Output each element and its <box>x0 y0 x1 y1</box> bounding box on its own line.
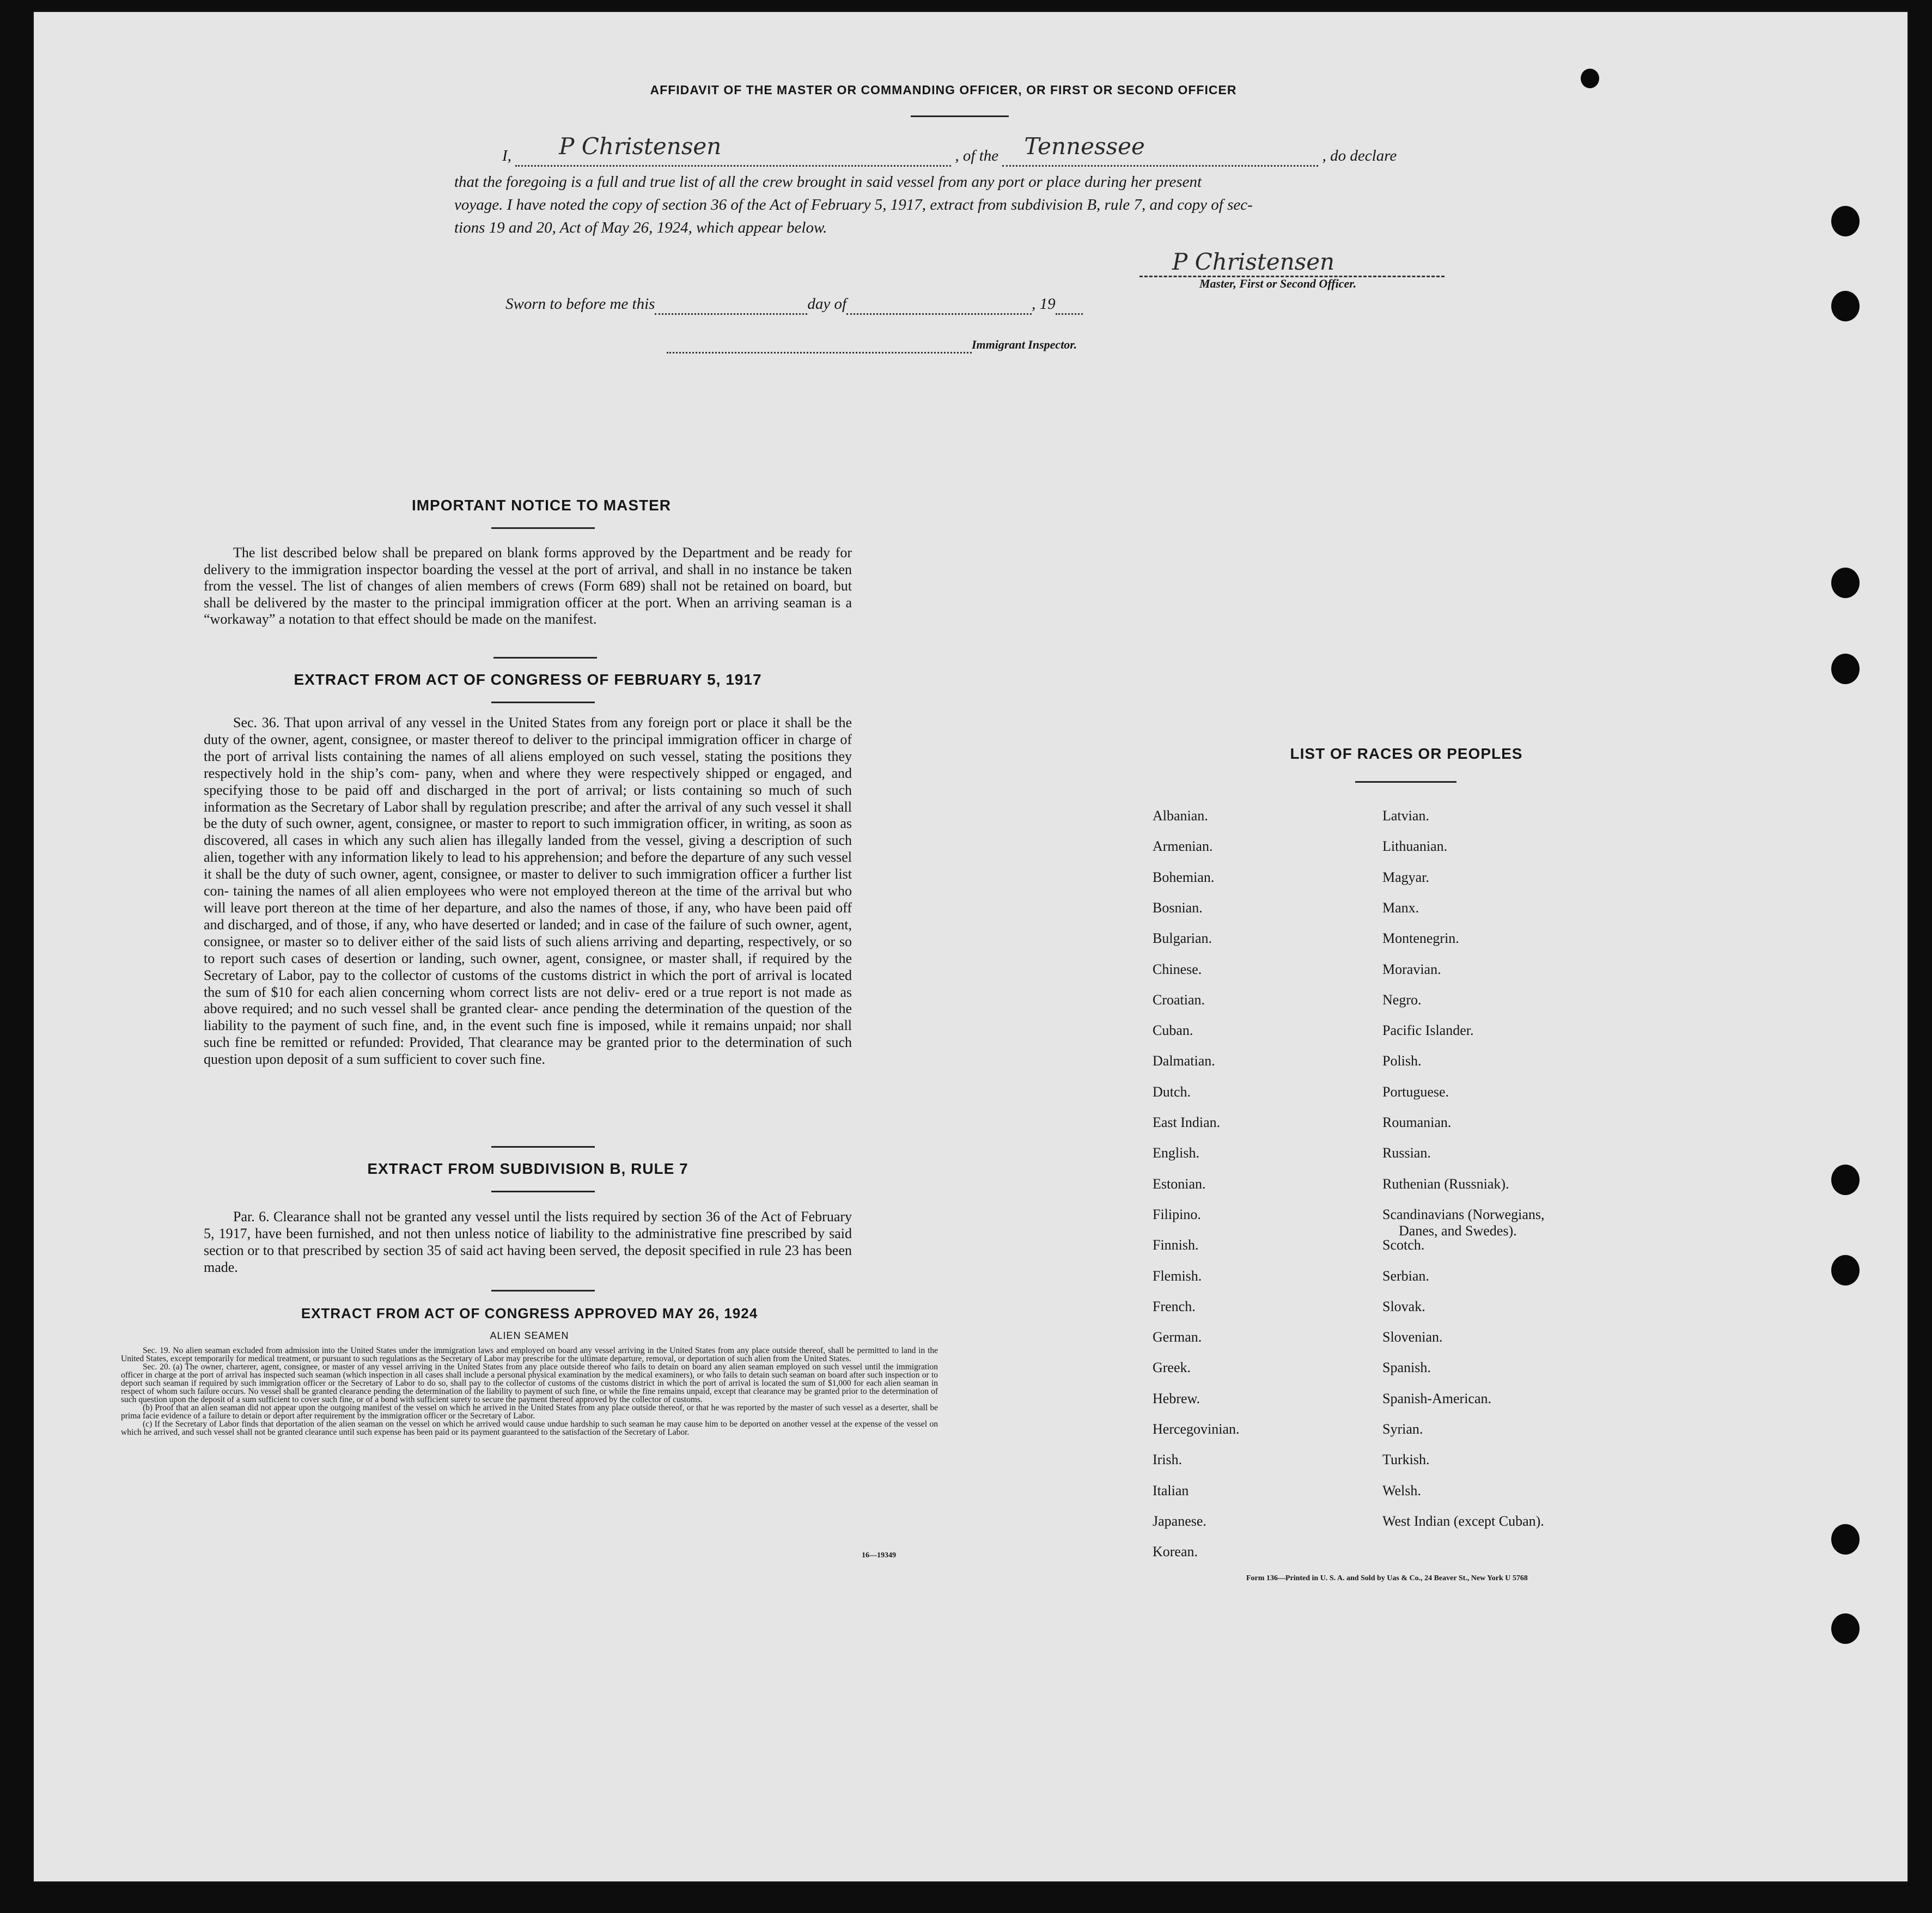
notice-line: notation to that effect should be made on the manifest. <box>288 611 597 627</box>
rule7-line: Par. 6. Clearance shall not be granted any vessel until the lists required by section 36 <box>233 1209 720 1224</box>
act1917-line: cases of desertion or landing, such owner, agent, consignee, or master shall, if required by the <box>291 950 852 966</box>
inspector-signature-field <box>667 338 972 354</box>
notice-line: and be ready for delivery to the immigration inspector boarding the vessel at the port of <box>204 545 852 577</box>
notice-text <box>204 545 852 628</box>
race-item: Estonian. <box>1153 1175 1206 1192</box>
act1917-line: it shall be the duty of such owner, agent, consignee, or master to report to such immigration <box>204 799 852 832</box>
act1917-line: ance pending the determination of the question of the liability to the payment of such fine, <box>204 1001 852 1034</box>
race-item: Turkish. <box>1382 1452 1430 1468</box>
act1924-line: to such seaman he may cause him to be deported on another vessel at the expense of the vessel on which he arrived, and such vessel shall not <box>121 1419 938 1437</box>
race-item: Bosnian. <box>1153 899 1203 916</box>
race-item: Manx. <box>1382 899 1419 916</box>
inspector-line <box>667 338 1077 354</box>
act1917-line: or landed; and in case of the failure of such owner, agent, consignee, or master so to deliver <box>204 916 852 949</box>
race-item: Roumanian. <box>1382 1114 1452 1130</box>
act1917-line: or refunded: Provided, That clearance may be granted prior to the determination of such <box>332 1034 852 1051</box>
notice-body <box>204 545 852 628</box>
sworn-month-field <box>846 295 1032 315</box>
act1917-line: ered or a true report is not made as above required; and no such vessel shall be granted clear- <box>204 984 852 1017</box>
form-code: 16—19349 <box>862 1551 896 1559</box>
race-item: Dutch. <box>1153 1083 1191 1100</box>
vessel-name-field <box>1002 133 1318 167</box>
races-title: LIST OF RACES OR PEOPLES <box>1290 745 1523 762</box>
race-item: Russian. <box>1382 1145 1431 1161</box>
document-sheet <box>34 12 1907 1881</box>
race-item: Polish. <box>1382 1053 1422 1069</box>
race-item: Scandinavians (Norwegians, <box>1382 1206 1545 1222</box>
divider <box>493 657 597 659</box>
race-item: Bulgarian. <box>1153 930 1212 947</box>
act1924-line: Sec. 19. No alien seaman excluded from admission into the United States under the immigration laws and employed on board any <box>143 1346 593 1355</box>
act1917-line: as the Secretary of Labor shall by regulation prescribe; and after the arrival of any such vessel <box>274 799 810 815</box>
race-item: Spanish-American. <box>1382 1390 1492 1406</box>
act1917-line: place it shall be the duty of the owner, agent, consignee, or master thereof to deliver to the <box>204 715 852 747</box>
race-item: Croatian. <box>1153 991 1205 1008</box>
notice-line: the principal immigration officer at the port. When an arriving seaman is a “workaway” a <box>204 594 852 627</box>
act1924-line: (c) If the Secretary of Labor finds that deportation of the alien seaman on the vessel on which he arrived would cause undue hardship <box>143 1419 600 1429</box>
act1924-line: treatment, or pursuant to such regulations as the Secretary of Labor may prescribe for the ultimate departure, removal, or deportation of such <box>277 1354 753 1363</box>
act1917-line: pany, when and where they were respectively shipped or engaged, and specifying those to be <box>204 765 852 798</box>
master-label: Master, First or Second Officer. <box>1199 277 1357 290</box>
divider <box>491 702 595 703</box>
act1924-line: (b) Proof that an alien seaman did not appear upon the outgoing manifest of the vessel on which he arrived in the United States from <box>143 1403 595 1412</box>
act1917-line: aliens employed on such vessel, stating the positions they respectively hold in the ship’s com- <box>204 748 852 781</box>
divider <box>491 1191 595 1192</box>
act1917-line: principal immigration officer in charge of the port of arrival lists containing the names of all <box>204 731 852 764</box>
notice-title: IMPORTANT NOTICE TO MASTER <box>411 497 672 514</box>
race-item: West Indian (except Cuban). <box>1382 1513 1544 1529</box>
race-item: Greek. <box>1153 1360 1191 1376</box>
race-item: Japanese. <box>1153 1513 1206 1529</box>
divider <box>911 115 1009 117</box>
race-item: German. <box>1153 1329 1202 1345</box>
race-item: Lithuanian. <box>1382 838 1448 855</box>
race-item: Albanian. <box>1153 808 1208 824</box>
race-item: Spanish. <box>1382 1360 1431 1376</box>
act1917-line: Sec. 36. That upon arrival of any vessel in the United States from any foreign port or <box>233 715 733 730</box>
race-item: Serbian. <box>1382 1268 1429 1284</box>
day-of-label: day of <box>807 295 847 313</box>
race-item: Montenegrin. <box>1382 930 1459 947</box>
punch-hole <box>1831 1255 1860 1286</box>
act1924-line: or deport after requirement by the immigration officer or the Secretary of Labor. <box>264 1411 535 1421</box>
act1924-sec20b <box>121 1404 938 1420</box>
affidavit-line-1: that the foregoing is a full and true list of all the crew brought in said vessel from any port or place during her present <box>454 173 1202 191</box>
act1924-line: who fails to detain on board any alien seaman employed on such vessel until the immigration officer in charge at the port of arrival has inspected <box>121 1362 938 1380</box>
rule7-line: of the Act of February 5, 1917, have been furnished, and not then unless notice of liability to <box>204 1209 852 1241</box>
act1917-line: of arrival is located the sum of $10 for each alien concerning whom correct lists are not deliv- <box>204 967 852 1000</box>
act1917-title: EXTRACT FROM ACT OF CONGRESS OF FEBRUARY 5, 1917 <box>294 671 762 688</box>
act1924-line: any place outside thereof, or that he was reported by the master of such vessel as a deserter, shall be prima facie evidence of a failure to detain <box>121 1403 938 1421</box>
act1917-text <box>204 715 852 1068</box>
divider <box>491 1146 595 1148</box>
rule7-text <box>204 1208 852 1276</box>
act1924-line: such seaman (which inspection in all cases shall include a personal physical examination by the medical examiners), or who fails to detain such <box>297 1370 788 1380</box>
punch-hole <box>1581 69 1599 88</box>
race-item: Pacific Islander. <box>1382 1022 1474 1039</box>
act1924-line: of whom such failure occurs. No vessel shall be granted clearance pending the determination of the liability to payment of such fine, or while <box>147 1387 628 1396</box>
race-item: Danes, and Swedes). <box>1399 1222 1517 1239</box>
punch-hole <box>1831 654 1860 684</box>
race-item: Moravian. <box>1382 961 1441 977</box>
act1917-line: Secretary of Labor, pay to the collector of customs of the customs district in which the port <box>204 967 735 983</box>
race-item: Dalmatian. <box>1153 1053 1215 1069</box>
act1917-body <box>204 715 852 1068</box>
affidavit-line-2: voyage. I have noted the copy of section 36 of the Act of February 5, 1917, extract from subdivision B, rule 7, and copy of sec- <box>454 196 1253 214</box>
race-item: Negro. <box>1382 991 1422 1008</box>
act1924-line: vessel arriving in the United States from any place outside thereof, shall be permitted to land in the United States, except temporarily for medical <box>121 1346 938 1363</box>
act1924-sec20a <box>121 1363 938 1404</box>
declare-label: , do declare <box>1322 147 1397 165</box>
act1924-title: EXTRACT FROM ACT OF CONGRESS APPROVED MAY 26, 1924 <box>301 1305 758 1321</box>
race-item: Chinese. <box>1153 961 1202 977</box>
punch-hole <box>1831 291 1860 321</box>
punch-hole <box>1831 1613 1860 1644</box>
race-item: Hebrew. <box>1153 1390 1200 1406</box>
act1924-sec20c <box>121 1420 938 1436</box>
master-signature-line <box>1139 248 1445 277</box>
punch-hole <box>1831 1165 1860 1195</box>
race-item: French. <box>1153 1298 1196 1314</box>
rule7-body <box>204 1208 852 1276</box>
act1924-subtitle: ALIEN SEAMEN <box>490 1330 569 1341</box>
sworn-year-field <box>1056 295 1083 315</box>
declarant-line <box>502 133 1504 167</box>
act1924-body <box>121 1347 938 1436</box>
of-the-label: , of the <box>955 147 999 165</box>
divider <box>491 1290 595 1291</box>
act1917-line: officer, in writing, as soon as discovered, all cases in which any such alien has illegally landed <box>204 815 852 849</box>
printer-footer: Form 136—Printed in U. S. A. and Sold by Uas & Co., 24 Beaver St., New York U 5768 <box>1246 1574 1528 1582</box>
sworn-day-field <box>655 295 807 315</box>
act1924-line: Sec. 20. (a) The owner, charterer, agent, consignee, or master of any vessel arriving in the United States from any place outside thereof <box>143 1362 612 1372</box>
punch-hole <box>1831 206 1860 236</box>
race-item: Hercegovinian. <box>1153 1421 1240 1437</box>
race-item: Irish. <box>1153 1452 1183 1468</box>
i-label: I, <box>502 147 511 165</box>
act1917-line: lead to his apprehension; and before the departure of any such vessel it shall be the duty of such <box>204 849 852 882</box>
declarant-signature: P Christensen <box>559 133 722 160</box>
race-item: Cuban. <box>1153 1022 1193 1039</box>
race-item: Finnish. <box>1153 1237 1199 1253</box>
race-item: Portuguese. <box>1382 1083 1449 1100</box>
rule7-title: EXTRACT FROM SUBDIVISION B, RULE 7 <box>367 1160 688 1177</box>
race-item: Latvian. <box>1382 808 1429 824</box>
notice-line: The list described below shall be prepared on blank forms approved by the Department <box>233 545 749 561</box>
act1917-line: and, in the event such fine is imposed, while it remains unpaid; nor shall such fine be remitted <box>204 1018 852 1051</box>
act1924-line: the fine remains unpaid, except that clearance may be granted prior to the determination of such question upon the deposit of a sum sufficient <box>121 1387 938 1404</box>
sworn-line <box>505 295 1083 315</box>
act1917-line: arrival but who will leave port thereon at the time of her departure, and also the names of <box>204 883 852 916</box>
act1917-line: from the vessel, giving a description of such alien, together with any information likely to <box>204 832 852 866</box>
declarant-name-field <box>515 133 951 167</box>
race-item: Korean. <box>1153 1544 1198 1560</box>
race-item: Slovak. <box>1382 1298 1425 1314</box>
sworn-label: Sworn to before me this <box>505 295 655 313</box>
race-item: Scotch. <box>1382 1237 1425 1253</box>
rule7-line: the administrative fine prescribed by said section or to that prescribed by section 35 of said <box>204 1226 852 1258</box>
act1924-sec19 <box>121 1347 938 1363</box>
affidavit-title: AFFIDAVIT OF THE MASTER OR COMMANDING OFFICER, OR FIRST OR SECOND OFFICER <box>650 83 1237 97</box>
race-item: Bohemian. <box>1153 869 1215 885</box>
punch-hole <box>1831 568 1860 598</box>
inspector-label: Immigrant Inspector. <box>972 338 1077 351</box>
master-signature: P Christensen <box>1172 248 1335 275</box>
affidavit-line-3: tions 19 and 20, Act of May 26, 1924, which appear below. <box>454 219 827 236</box>
act1917-line: taining the names of all alien employees who were not employed thereon at the time of the <box>233 883 760 899</box>
act1917-line: those, if any, who have been paid off and discharged, and of those, if any, who have deserted <box>204 899 852 933</box>
divider <box>491 527 595 529</box>
act1924-line: to cover such fine, or of a bond with sufficient surety to secure the payment thereof approved by the collector of customs. <box>292 1395 703 1404</box>
race-item: Filipino. <box>1153 1206 1201 1222</box>
rule7-line: act having been served, the deposit specified in rule 23 has been made. <box>204 1242 852 1275</box>
notice-line: arrival, and shall in no instance be taken from the vessel. The list of changes of alien members <box>204 561 852 594</box>
race-item: Flemish. <box>1153 1268 1202 1284</box>
act1917-line: question upon deposit of a sum sufficient to cover such fine. <box>204 1051 546 1068</box>
divider <box>1355 781 1456 783</box>
act1924-line: seaman on board after such inspection or to deport such seaman if required by such immigration officer or the Secretary of Labor to do so, shall <box>121 1370 938 1388</box>
punch-hole <box>1831 1524 1860 1555</box>
race-item: Slovenian. <box>1382 1329 1443 1345</box>
race-item: Magyar. <box>1382 869 1429 885</box>
race-item: Ruthenian (Russniak). <box>1382 1175 1509 1192</box>
act1924-line: be granted clearance until such expense has been paid or its payment guaranteed to the satisfaction of the Secretary of Labor. <box>267 1428 690 1437</box>
act1917-line: either of the said lists of such aliens arriving and departing, respectively, or so to report such <box>204 933 852 966</box>
race-item: Armenian. <box>1153 838 1213 855</box>
year-label: , 19 <box>1032 295 1056 313</box>
act1917-line: owner, agent, consignee, or master to deliver to such immigration officer a further list con- <box>204 866 852 899</box>
race-item: Welsh. <box>1382 1482 1421 1498</box>
act1924-line: pay to the collector of customs of the customs district in which the port of arrival is located the sum of $1,000 for each alien seaman in respect <box>121 1379 938 1396</box>
vessel-name: Tennessee <box>1024 133 1145 160</box>
notice-line: of crews (Form 689) shall not be retained on board, but shall be delivered by the master to <box>204 578 852 611</box>
act1924-line: alien from the United States. <box>754 1354 851 1363</box>
act1917-line: paid off and discharged in the port of arrival; or lists containing so much of such information <box>204 782 852 815</box>
race-item: Italian <box>1153 1482 1189 1498</box>
race-item: Syrian. <box>1382 1421 1423 1437</box>
race-item: East Indian. <box>1153 1114 1221 1130</box>
race-item: English. <box>1153 1145 1199 1161</box>
